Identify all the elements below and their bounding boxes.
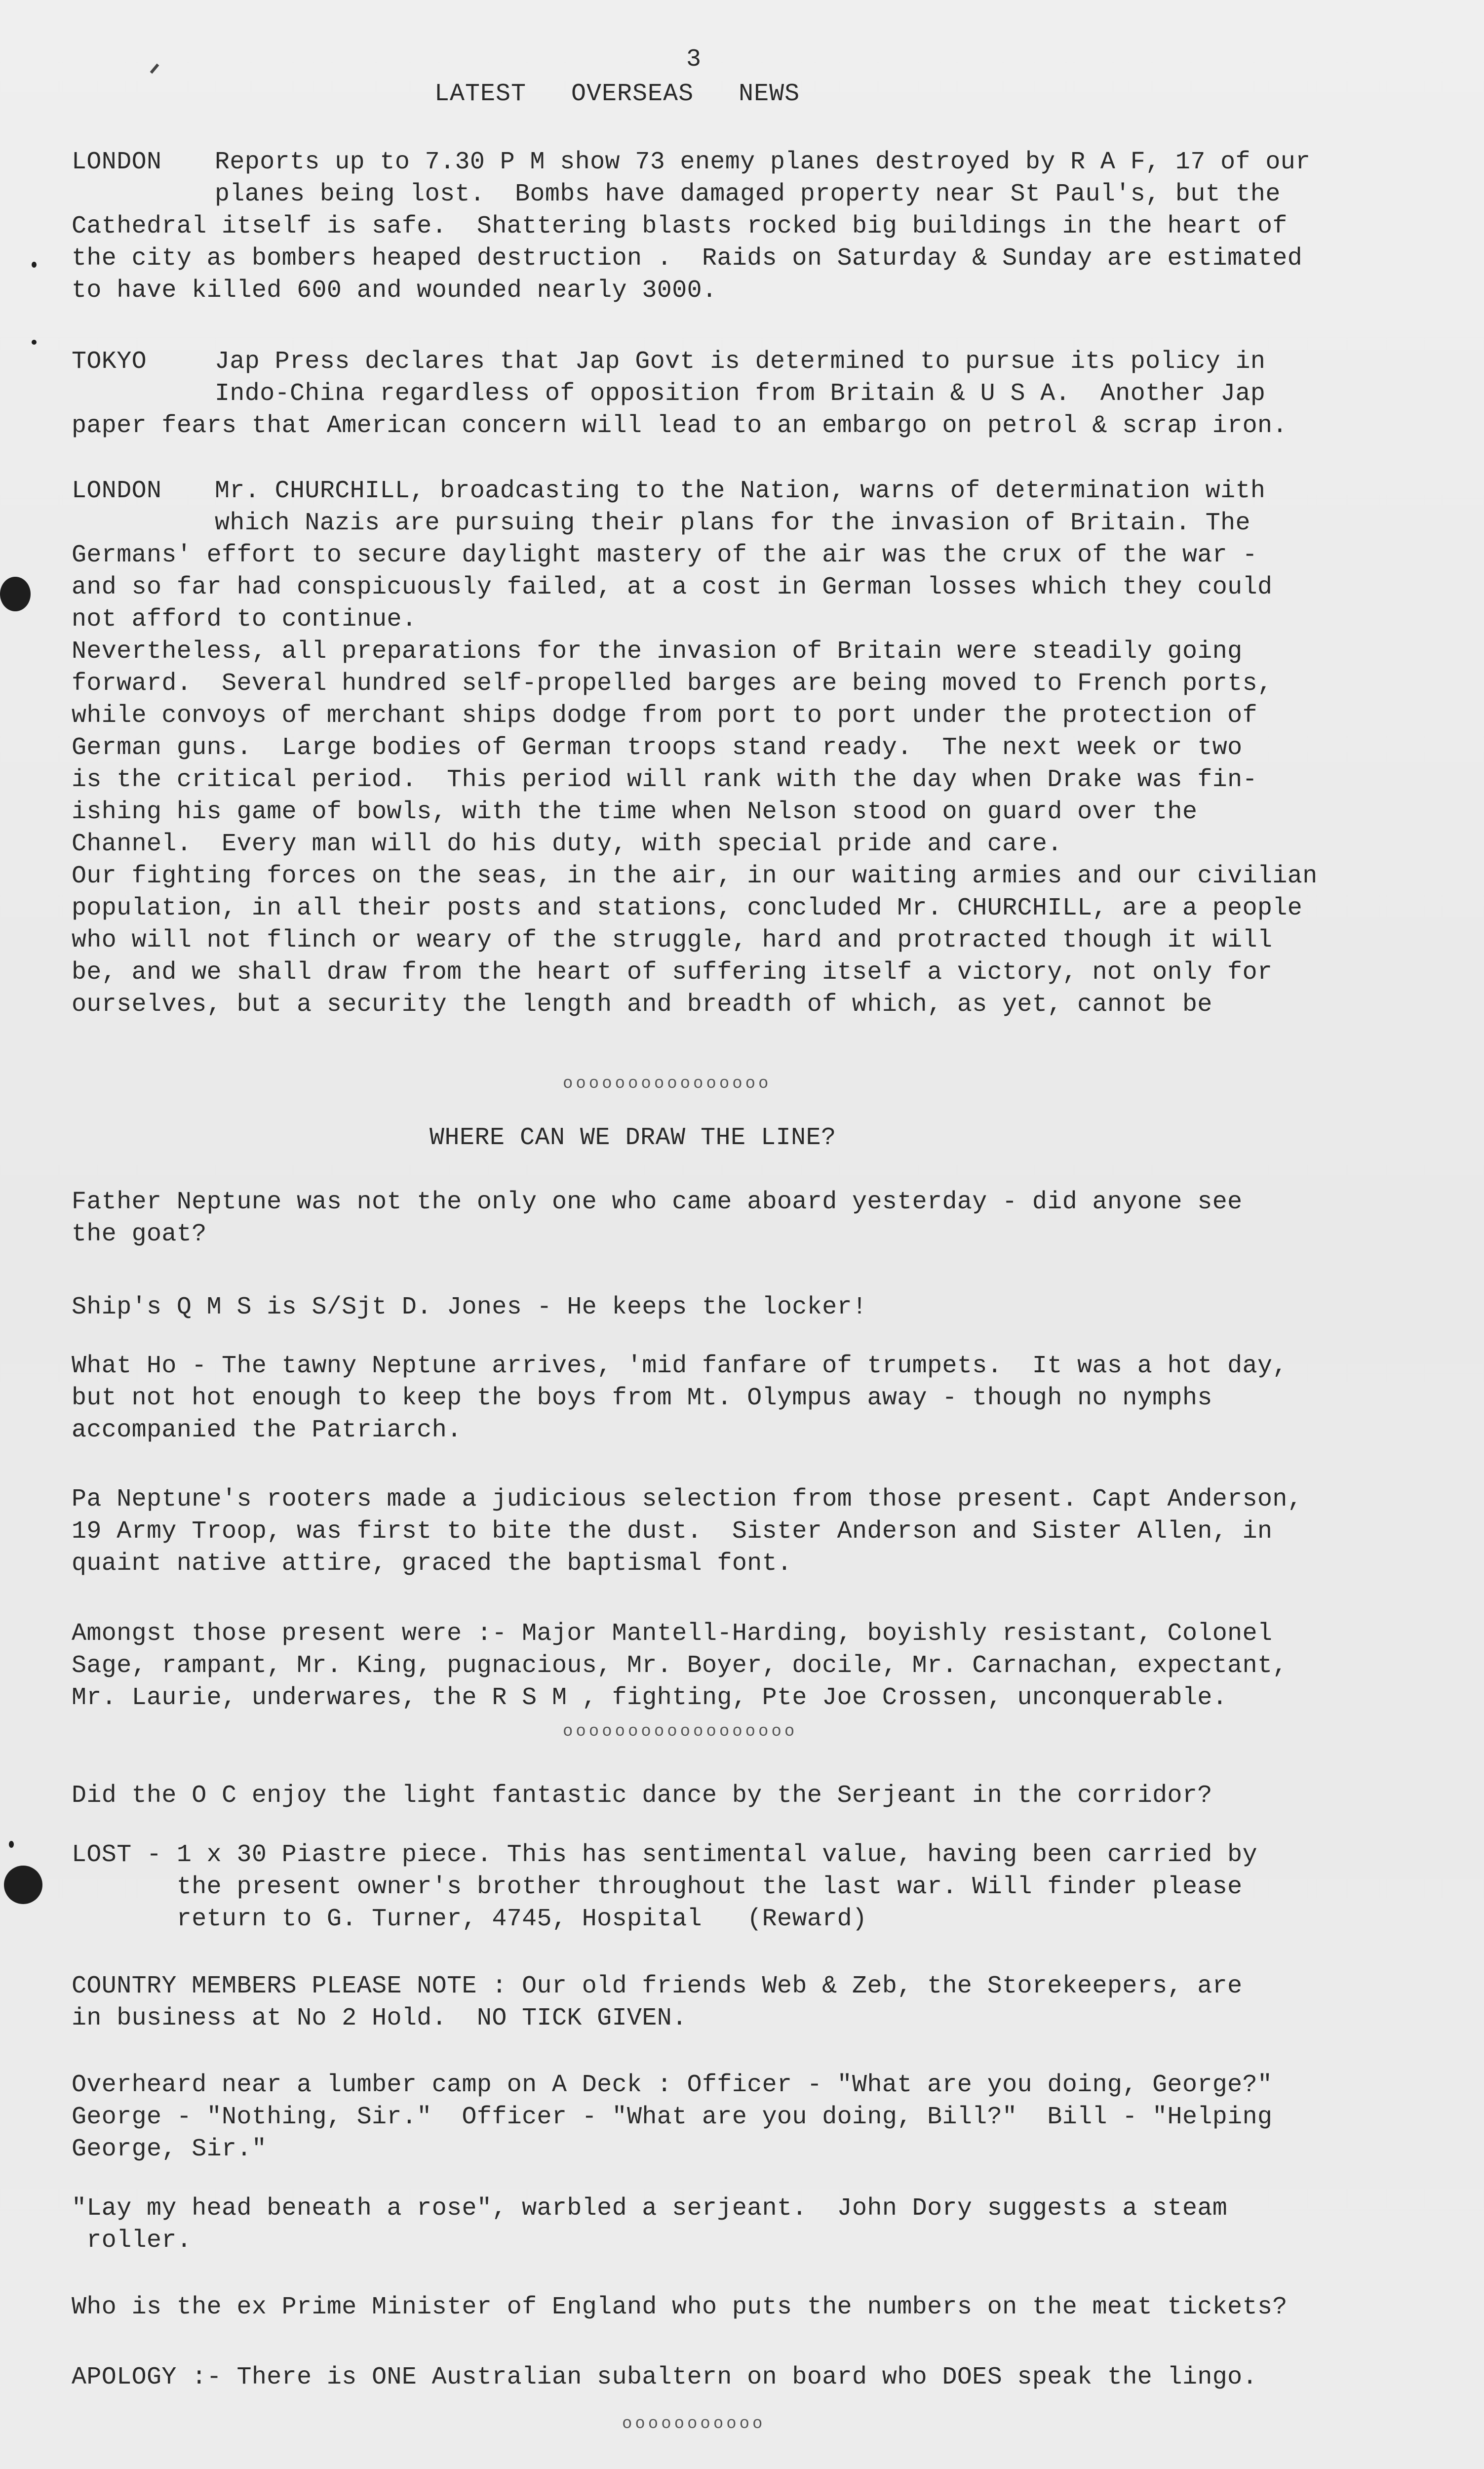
item-ex-prime-minister — [72, 2291, 1434, 2323]
news-text-line: to have killed 600 and wounded nearly 3000. — [72, 277, 717, 305]
item-amongst-present — [72, 1618, 1434, 1714]
ink-blot — [0, 577, 31, 611]
item-lost-piastre — [72, 1839, 1434, 1935]
news-text-line: while convoys of merchant ships dodge from port to port under the protection of — [72, 702, 1257, 730]
news-text-line: ishing his game of bowls, with the time when Nelson stood on guard over the — [72, 798, 1198, 826]
item-text-line: in business at No 2 Hold. NO TICK GIVEN. — [72, 2004, 687, 2032]
item-overheard — [72, 2069, 1434, 2165]
item-text-line: APOLOGY :- There is ONE Australian subaltern on board who DOES speak the lingo. — [72, 2363, 1257, 2391]
item-neptune-goat — [72, 1186, 1434, 1250]
item-text-line: Amongst those present were :- Major Mantell-Harding, boyishly resistant, Colonel — [72, 1620, 1273, 1648]
pencil-mark — [150, 64, 159, 74]
news-text-line: the city as bombers heaped destruction . Raids on Saturday & Sunday are estimated — [72, 244, 1303, 273]
news-item-london-raids — [72, 146, 1434, 307]
news-text-line: Nevertheless, all preparations for the invasion of Britain were steadily going — [72, 637, 1243, 666]
punch-mark — [32, 262, 37, 268]
item-text-line: but not hot enough to keep the boys from Mt. Olympus away - though no nymphs — [72, 1384, 1212, 1412]
news-text-line: is the critical period. This period will rank with the day when Drake was fin- — [72, 766, 1257, 794]
item-text-line: the goat? — [72, 1220, 207, 1248]
news-text-line: which Nazis are pursuing their plans for the invasion of Britain. The — [215, 509, 1250, 537]
item-text-line: Sage, rampant, Mr. King, pugnacious, Mr. Boyer, docile, Mr. Carnachan, expectant, — [72, 1652, 1288, 1680]
separator-dots: oooooooooooooooo — [563, 1075, 772, 1093]
item-text-line: Did the O C enjoy the light fantastic dance by the Serjeant in the corridor? — [72, 1782, 1212, 1810]
section-title: WHERE CAN WE DRAW THE LINE? — [430, 1124, 836, 1152]
news-text-line: Reports up to 7.30 P M show 73 enemy planes destroyed by R A F, 17 of our — [215, 148, 1311, 176]
item-apology — [72, 2361, 1434, 2393]
news-text-line: planes being lost. Bombs have damaged property near St Paul's, but the — [215, 180, 1281, 208]
item-text-line: Father Neptune was not the only one who came aboard yesterday - did anyone see — [72, 1188, 1243, 1216]
item-pa-neptune — [72, 1483, 1434, 1580]
item-text-line: Overheard near a lumber camp on A Deck : Officer - "What are you doing, George?" — [72, 2071, 1273, 2099]
page-title: LATEST OVERSEAS NEWS — [434, 80, 800, 108]
item-what-ho — [72, 1350, 1434, 1446]
item-oc-dance — [72, 1780, 1434, 1812]
item-text-line: Ship's Q M S is S/Sjt D. Jones - He keeps the locker! — [72, 1293, 867, 1321]
item-text-line: Who is the ex Prime Minister of England who puts the numbers on the meat tickets? — [72, 2293, 1288, 2321]
item-text-line: Pa Neptune's rooters made a judicious selection from those present. Capt Anderson, — [72, 1485, 1303, 1513]
item-text-line: Mr. Laurie, underwares, the R S M , fighting, Pte Joe Crossen, unconquerable. — [72, 1684, 1228, 1712]
lost-label: LOST - — [72, 1841, 177, 1869]
news-text-line: German guns. Large bodies of German troops stand ready. The next week or two — [72, 734, 1243, 762]
item-text-line: George, Sir." — [72, 2135, 267, 2163]
news-text-line: Channel. Every man will do his duty, with special pride and care. — [72, 830, 1062, 858]
item-text-line: the present owner's brother throughout the last war. Will finder please — [72, 1873, 1243, 1901]
item-text-line: What Ho - The tawny Neptune arrives, 'mid fanfare of trumpets. It was a hot day, — [72, 1352, 1288, 1380]
item-text-line: return to G. Turner, 4745, Hospital (Reward) — [72, 1905, 867, 1933]
news-text-line: paper fears that American concern will lead to an embargo on petrol & scrap iron. — [72, 412, 1288, 440]
page-number: 3 — [686, 45, 702, 74]
news-text-line: ourselves, but a security the length and breadth of which, as yet, cannot be — [72, 991, 1212, 1019]
dateline: TOKYO — [72, 348, 147, 376]
news-item-churchill — [72, 475, 1434, 1021]
news-text-line: Jap Press declares that Jap Govt is determined to pursue its policy in — [215, 348, 1266, 376]
news-text-line: and so far had conspicuously failed, at a cost in German losses which they could — [72, 573, 1273, 601]
item-text-line: 19 Army Troop, was first to bite the dust. Sister Anderson and Sister Allen, in — [72, 1517, 1273, 1546]
separator-dots: oooooooooooooooooo — [563, 1722, 798, 1741]
news-text-line: Indo-China regardless of opposition from Britain & U S A. Another Jap — [215, 380, 1266, 408]
dateline: LONDON — [72, 148, 162, 176]
news-text-line: Our fighting forces on the seas, in the air, in our waiting armies and our civilian — [72, 862, 1318, 890]
item-country-members — [72, 1970, 1434, 2034]
item-text-line: COUNTRY MEMBERS PLEASE NOTE : Our old friends Web & Zeb, the Storekeepers, are — [72, 1972, 1243, 2000]
punch-mark — [32, 340, 37, 345]
dateline: LONDON — [72, 477, 162, 505]
news-text-line: not afford to continue. — [72, 605, 417, 634]
news-text-line: Cathedral itself is safe. Shattering blasts rocked big buildings in the heart of — [72, 212, 1288, 240]
news-text-line: Mr. CHURCHILL, broadcasting to the Nation, warns of determination with — [215, 477, 1266, 505]
item-text-line: quaint native attire, graced the baptismal font. — [72, 1550, 792, 1578]
punch-mark — [9, 1841, 14, 1848]
item-text-line: 1 x 30 Piastre piece. This has sentimental value, having been carried by — [176, 1841, 1257, 1869]
item-qms — [72, 1291, 1434, 1323]
item-text-line: "Lay my head beneath a rose", warbled a serjeant. John Dory suggests a steam — [72, 2194, 1228, 2223]
separator-dots: ooooooooooo — [622, 2415, 766, 2433]
item-text-line: George - "Nothing, Sir." Officer - "What are you doing, Bill?" Bill - "Helping — [72, 2103, 1273, 2131]
news-text-line: be, and we shall draw from the heart of suffering itself a victory, not only for — [72, 958, 1273, 987]
item-text-line: roller. — [72, 2227, 192, 2255]
news-text-line: Germans' effort to secure daylight mastery of the air was the crux of the war - — [72, 541, 1257, 569]
news-text-line: population, in all their posts and stations, concluded Mr. CHURCHILL, are a people — [72, 894, 1303, 922]
news-text-line: forward. Several hundred self-propelled barges are being moved to French ports, — [72, 670, 1273, 698]
item-text-line: accompanied the Patriarch. — [72, 1416, 462, 1444]
news-item-tokyo — [72, 346, 1434, 442]
ink-blot — [4, 1866, 42, 1904]
item-lay-my-head — [72, 2192, 1434, 2257]
news-text-line: who will not flinch or weary of the struggle, hard and protracted though it will — [72, 926, 1273, 955]
